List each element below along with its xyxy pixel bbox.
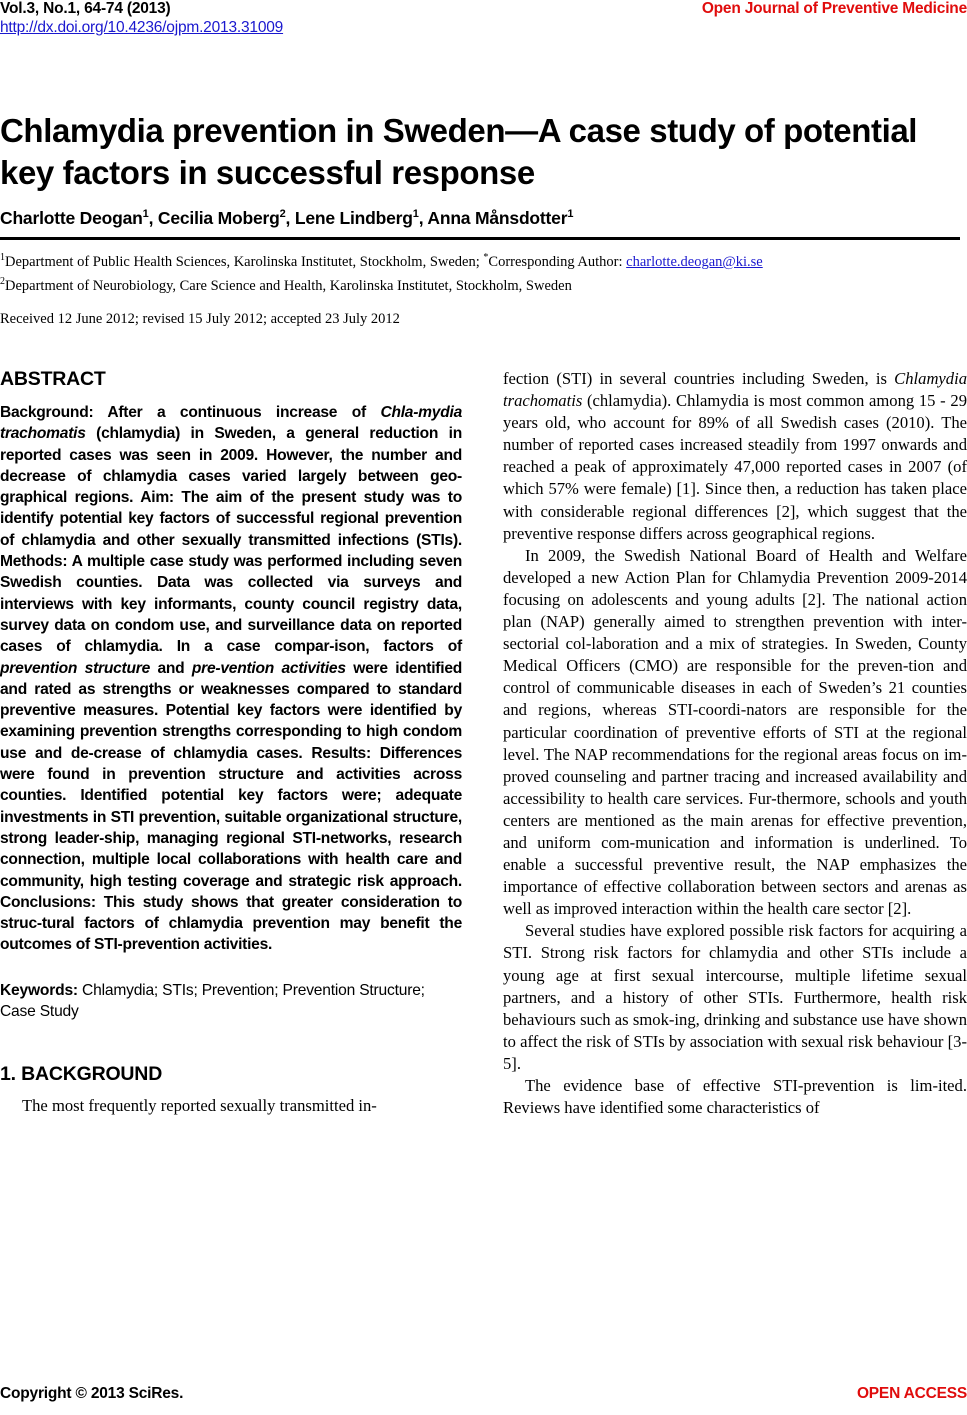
keywords-block <box>0 980 462 1023</box>
affiliation-line-2 <box>0 272 962 296</box>
doi-link[interactable]: http://dx.doi.org/10.4236/ojpm.2013.31009 <box>0 19 284 36</box>
volume-info: Vol.3, No.1, 64-74 (2013) <box>0 0 171 17</box>
abstract-body <box>0 402 462 956</box>
right-paragraph-1 <box>503 368 967 545</box>
abstract-heading: ABSTRACT <box>0 368 106 390</box>
right-paragraph-4: The evidence base of effective STI-prevention is lim-ited. Reviews have identified some characteristics of <box>503 1076 967 1118</box>
open-access-badge: OPEN ACCESS <box>856 1385 967 1402</box>
right-paragraph-2: In 2009, the Swedish National Board of Health and Welfare developed a new Action Plan for Chlamydia Prevention 2009-2014 focusing on adolescents and young adults [2]. The national action plan (NAP) generally aimed to strengthen prevention with inter-sectorial col-laboration and a mix of strategies. In Sweden, County Medical Officers (CMO) are responsible for the preven-tion and control of communicable diseases in each of Sweden’s 21 counties and regions, whereas STI-coordi-nators are responsible for the particular coordination of preventive efforts of STI at the regional level. The NAP recommendations for the regional areas focus on im-proved counseling and partner tracing and increased availability and accessibility to health care services. Fur-thermore, schools and youth centers are mentioned as the main arenas for effective prevention, and uniform com-munication and information is underlined. To enable a successful preventive result, the NAP emphasizes the importance of effective collaboration between sectors and arenas as well as improved interaction within the health care sector [2]. <box>503 545 967 919</box>
corresponding-marker: * <box>483 252 489 263</box>
background-paragraph: The most frequently reported sexually transmitted in- <box>22 1095 377 1115</box>
abstract-part-3: and <box>150 659 192 677</box>
background-heading: 1. BACKGROUND <box>0 1062 163 1085</box>
author-divider <box>0 237 960 240</box>
right-para1-post: (chlamydia). Chlamydia is most common among 15 - 29 years old, who account for 89% of all Swedish cases (2010). The number of reported cases increased steadily from 1997 onwards and reached a peak of approximately 47,000 reported cases in 2007 (of which 57% were female) [1]. Since then, a reduction has taken place with considerable regional differences [2], which suggest that the preventive response differs across geographical regions. <box>503 391 967 543</box>
affiliation-marker-2: 2 <box>0 275 5 287</box>
abstract-part-1: Background: After a continuous increase of <box>0 404 381 421</box>
author-list <box>0 208 960 229</box>
authors-text: Charlotte Deogan$^1$, Cecilia Moberg$^2$, Lene Lindberg$^1$, Anna Månsdotter$^1$ <box>0 208 574 228</box>
abstract-part-4: were identified and rated as strengths or weaknesses compared to standard preventive measures. Potential key factors were identified by examining prevention strengths corresponding to high condom use and de-crease of chlamydia cases. Results: Differences were found in prevention structure and activities across counties. Identified potential key factors were; adequate investments in STI prevention, suitable organizational structure, strong leader-ship, managing regional STI-networks, research connection, multiple local collaborations with health care and community, high testing coverage and strategic risk approach. Conclusions: This study shows that greater consideration to struc-tural factors of chlamydia prevention may benefit the outcomes of STI-prevention activities. <box>0 659 463 954</box>
copyright-notice: Copyright © 2013 SciRes. <box>0 1385 184 1402</box>
left-column <box>0 368 462 1117</box>
article-history: Received 12 June 2012; revised 15 July 2012; accepted 23 July 2012 <box>0 311 400 327</box>
right-paragraph-3: Several studies have explored possible risk factors for acquiring a STI. Strong risk factors for chlamydia and other STIs include a young age at first sexual intercourse, multiple lifetime sexual partners, and a history of other STIs. Furthermore, health risk behaviours such as smok-ing, drinking and substance use have shown to affect the risk of STIs by association with sexual risk behaviour [3-5]. <box>503 921 967 1073</box>
affiliation-line-1 <box>0 248 962 272</box>
affiliation-1-text: Department of Public Health Sciences, Karolinska Institutet, Stockholm, Sweden; <box>5 253 480 270</box>
abstract-italic-2: prevention structure <box>0 659 151 677</box>
journal-name: Open Journal of Preventive Medicine <box>701 0 967 17</box>
running-head <box>0 0 967 42</box>
abstract-italic-3: pre-vention activities <box>191 659 346 677</box>
abstract-italic-1: Chla-mydia trachomatis <box>0 404 462 443</box>
affiliation-2-text: Department of Neurobiology, Care Science and Health, Karolinska Institutet, Stockholm, Sweden <box>5 277 572 294</box>
corresponding-email-link[interactable]: charlotte.deogan@ki.se <box>626 253 763 270</box>
affiliations <box>0 248 962 296</box>
right-para1-italic: Chlamydia trachomatis <box>503 369 967 411</box>
abstract-part-2: (chlamydia) in Sweden, a general reduction in reported cases was seen in 2009. However, the number and decrease of chlamydia cases varied largely between geo-graphical regions. Aim: The aim of the present study was to identify potential key factors of successful regional prevention of chlamydia and other sexually transmitted infections (STIs). Methods: A multiple case study was performed including seven Swedish counties. Data was collected via surveys and interviews with key informants, county council registry data, survey data on condom use, and surveillance data on reported cases of chlamydia. In a case compar-ison, factors of <box>0 425 462 656</box>
right-para1-pre: fection (STI) in several countries including Sweden, is <box>503 369 895 388</box>
keywords-label: Keywords: <box>0 981 78 999</box>
right-column <box>503 368 967 1119</box>
corresponding-label: Corresponding Author: <box>488 253 623 270</box>
page-title: Chlamydia prevention in Sweden—A case study of potential key factors in successful response <box>0 112 918 192</box>
keywords-value: Chlamydia; STIs; Prevention; Prevention Structure; Case Study <box>0 981 425 1021</box>
affiliation-marker-1: 1 <box>0 252 5 263</box>
